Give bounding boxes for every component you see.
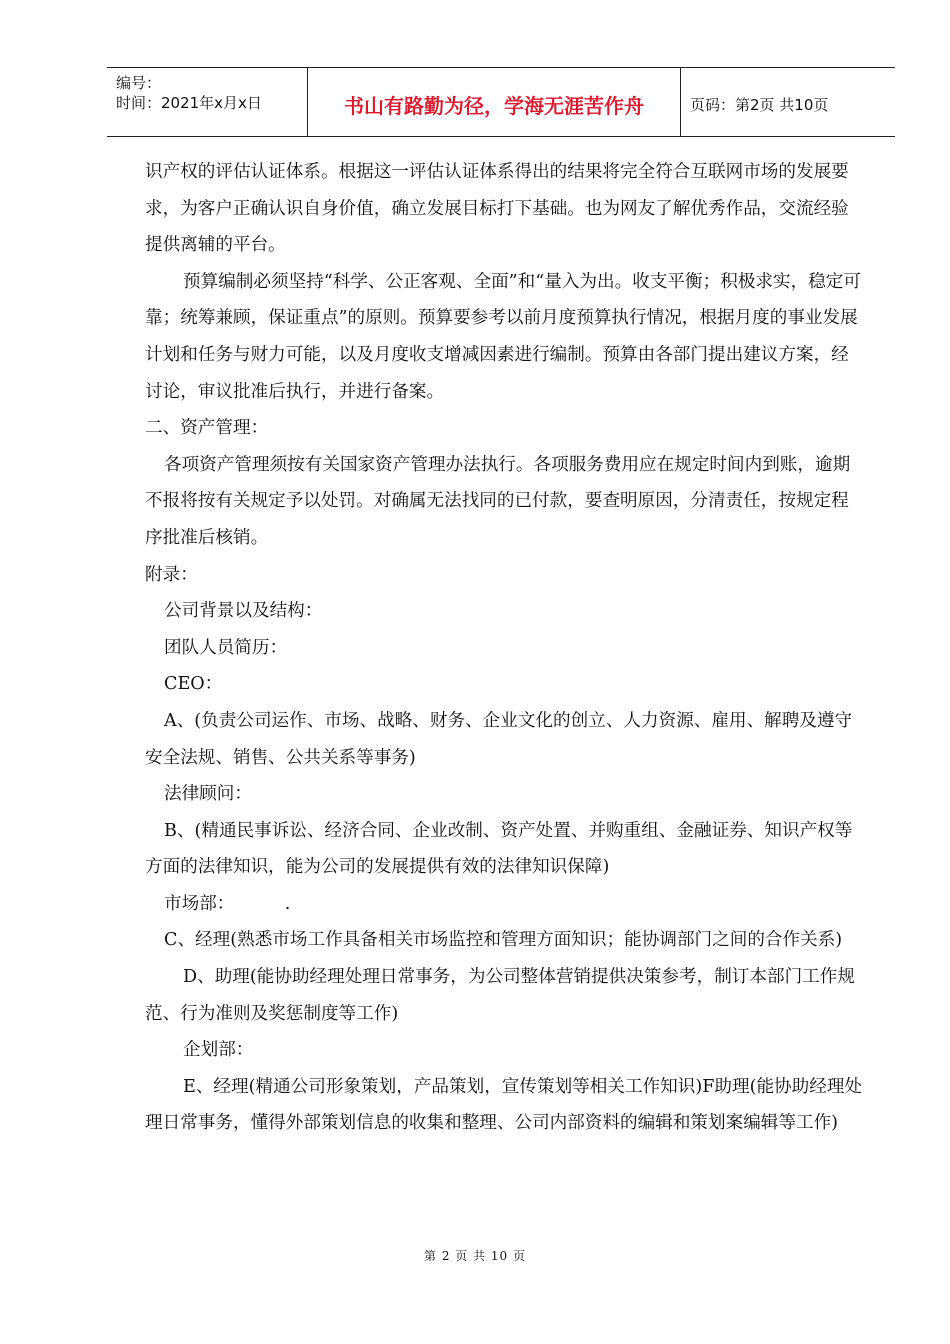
document-number-label: 编号： <box>116 74 162 92</box>
body-paragraph: 附录： <box>145 564 198 585</box>
body-paragraph: D、助理(能协助经理处理日常事务，为公司整体营销提供决策参考，制订本部门工作规范、行为准则及奖惩制度等工作) <box>145 967 855 1024</box>
page-footer: 第 2 页 共 10 页 <box>424 1249 526 1263</box>
body-paragraph: E、经理(精通公司形象策划，产品策划，宣传策划等相关工作知识)F助理(能协助经理处理日常事务，懂得外部策划信息的收集和整理、公司内部资料的编辑和策划案编辑等工作) <box>145 1076 863 1134</box>
body-paragraph: 预算编制必须坚持“科学、公正客观、全面”和“量入为出。收支平衡；积极求实，稳定可靠；统筹兼顾，保证重点”的原则。预算要参考以前月度预算执行情况，根据月度的事业发展计划和任务与财力可能，以及月度收支增减因素进行编制。预算由各部门提出建议方案，经讨论，审议批准后执行，并进行备案。 <box>145 271 861 402</box>
body-paragraph: A、(负责公司运作、市场、战略、财务、企业文化的创立、人力资源、雇用、解聘及遵守安全法规、销售、公共关系等事务) <box>145 710 853 768</box>
body-paragraph: 法律顾问： <box>164 784 252 805</box>
body-paragraph: 公司背景以及结构： <box>164 601 323 622</box>
body-paragraph: CEO： <box>164 674 223 695</box>
body-paragraph: 团队人员简历： <box>164 637 288 658</box>
body-paragraph: C、经理(熟悉市场工作具备相关市场监控和管理方面知识；能协调部门之间的合作关系) <box>164 930 843 951</box>
body-paragraph: 市场部： . <box>164 893 291 914</box>
page-header <box>107 67 895 137</box>
document-body <box>145 154 863 1142</box>
header-page-info: 页码：第2页 共10页 <box>690 95 829 114</box>
body-paragraph: 各项资产管理须按有关国家资产管理办法执行。各项服务费用应在规定时间内到账，逾期不报将按有关规定予以处罚。对确属无法找同的已付款，要查明原因，分清责任，按规定程序批准后核销。 <box>145 454 851 548</box>
body-paragraph: 企划部： <box>183 1040 254 1061</box>
body-paragraph: 二、资产管理： <box>145 418 269 439</box>
document-time: 时间：2021年x月x日 <box>116 94 262 112</box>
body-paragraph: 识产权的评估认证体系。根据这一评估认证体系得出的结果将完全符合互联网市场的发展要求，为客户正确认识自身价值，确立发展目标打下基础。也为网友了解优秀作品，交流经验提供离辅的平台。 <box>145 162 849 256</box>
body-paragraph: B、(精通民事诉讼、经济合同、企业改制、资产处置、并购重组、金融证券、知识产权等方面的法律知识，能为公司的发展提供有效的法律知识保障) <box>145 820 853 878</box>
header-meta <box>107 68 308 136</box>
header-motto: 书山有路勤为径，学海无涯苦作舟 <box>308 68 681 136</box>
